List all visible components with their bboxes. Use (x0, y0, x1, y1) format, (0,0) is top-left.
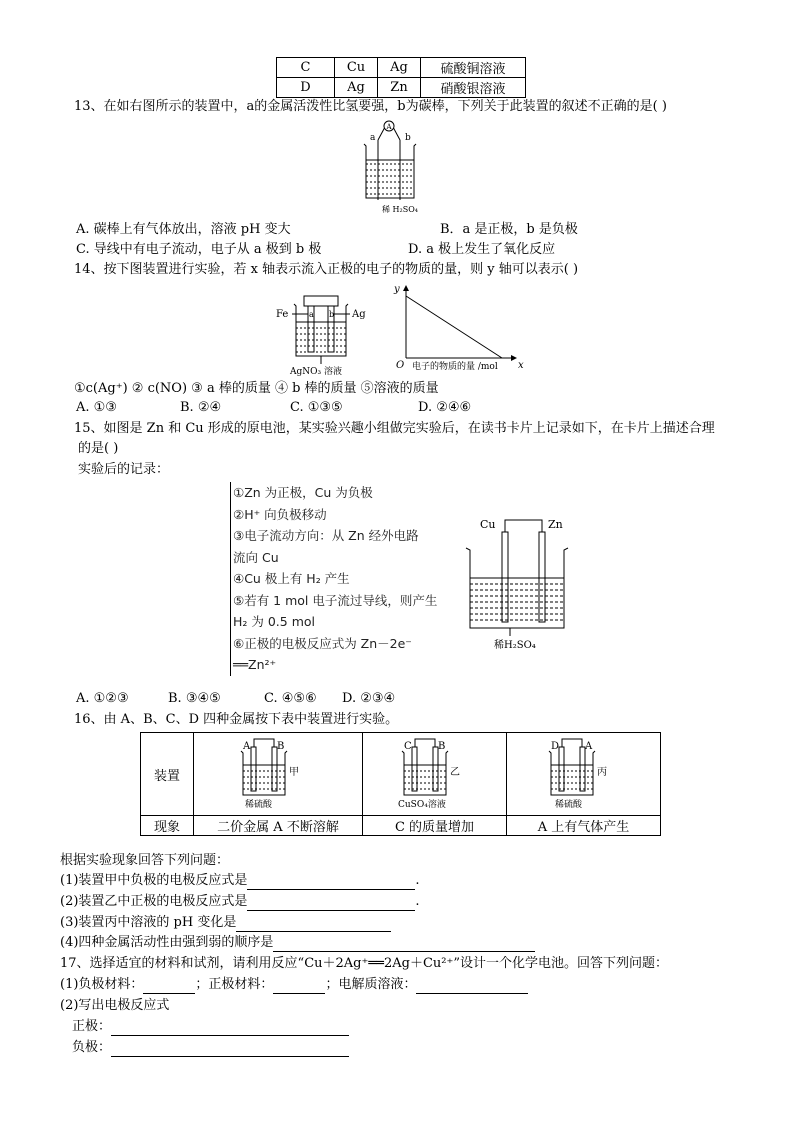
device-right-label: B (277, 741, 285, 752)
table-cell: Ag (335, 78, 378, 98)
device-cell (363, 733, 507, 816)
table-cell: Cu (335, 58, 378, 78)
card-line: 流向 Cu (233, 549, 279, 565)
answer-blank[interactable] (111, 1056, 349, 1057)
question-text: (3)装置丙中溶液的 pH 变化是 (60, 915, 237, 930)
electrode-b-label: b (405, 133, 411, 143)
q14-option-c[interactable]: C. ①③⑤ (290, 400, 343, 415)
q17-stem: 17、选择适宜的材料和试剂，请利用反应“Cu＋2Ag⁺══2Ag＋Cu²⁺”设计一个化学电池。回答下列问题： (60, 956, 669, 971)
question-text: ；电解质溶液： (325, 977, 417, 992)
q14-stem: 14、按下图装置进行实验，若 x 轴表示流入正极的电子的物质的量，则 y 轴可以表示( ) (74, 262, 579, 277)
card-line: ⑤若有 1 mol 电子流过导线，则产生 (233, 592, 438, 608)
phenomenon-cell: C 的质量增加 (363, 816, 507, 836)
table-header-cell: 装置 (141, 733, 194, 816)
q13-option-d[interactable]: D. a 极上发生了氧化反应 (408, 242, 556, 257)
solution-label: 稀 H₂SO₄ (382, 205, 418, 214)
card-line: ②H⁺ 向负极移动 (233, 506, 327, 522)
q14-graph (392, 282, 532, 374)
answer-blank[interactable] (273, 951, 535, 952)
table-cell: 硫酸铜溶液 (421, 58, 526, 78)
question-text: 负极： (72, 1040, 112, 1055)
question-text: (2)装置乙中正极的电极反应式是 (60, 894, 248, 909)
solution-label: AgNO₃ 溶液 (290, 367, 342, 376)
card-line: H₂ 为 0.5 mol (233, 614, 316, 629)
table-cell: Zn (378, 78, 421, 98)
device-diagram (529, 733, 639, 811)
q16-question-4 (60, 934, 535, 952)
q15-stem-line2: 的是( ) (78, 441, 119, 456)
q16-intro: 根据实验现象回答下列问题： (60, 853, 230, 868)
card-line: ④Cu 极上有 H₂ 产生 (233, 571, 350, 586)
graph-y-label: y (394, 284, 400, 295)
device-name: 乙 (449, 767, 460, 778)
device-name: 甲 (289, 767, 299, 778)
graph-origin-label: O (396, 360, 405, 371)
q15-record-title: 实验后的记录： (78, 462, 170, 477)
answer-blank[interactable] (416, 993, 528, 994)
q14-items: ①c(Ag⁺) ② c(NO) ③ a 棒的质量 ④ b 棒的质量 ⑤溶液的质量 (74, 381, 439, 396)
device-diagram (223, 733, 333, 811)
device-cell (194, 733, 363, 816)
solution-label: 稀硫酸 (554, 800, 582, 810)
cu-label: Cu (480, 518, 496, 531)
device-left-label: A (243, 741, 251, 752)
q16-question-1: (1)装置甲中负极的电极反应式是 . (60, 873, 420, 888)
table-cell: D (277, 78, 335, 98)
q15-option-c[interactable]: C. ④⑤⑥ (264, 691, 317, 706)
table-cell: C (277, 58, 335, 78)
answer-blank[interactable] (236, 931, 391, 932)
q17-negative (72, 1039, 349, 1057)
q16-table (140, 732, 661, 836)
solution-label: CuSO₄溶液 (397, 800, 446, 810)
q14-option-b[interactable]: B. ②④ (180, 400, 222, 415)
question-text: ；正极材料： (195, 977, 274, 992)
zn-label: Zn (548, 518, 563, 531)
phenomenon-cell: 二价金属 A 不断溶解 (194, 816, 363, 836)
card-line: ══Zn²⁺ (233, 657, 277, 672)
table-cell: 硝酸银溶液 (421, 78, 526, 98)
question-text: (1)装置甲中负极的电极反应式是 (60, 873, 248, 888)
electrode-b-label: b (329, 310, 335, 319)
reading-card (230, 482, 481, 676)
device-right-label: B (437, 741, 445, 752)
answer-blank[interactable] (111, 1035, 349, 1036)
device-name: 丙 (596, 767, 607, 778)
solution-label: 稀硫酸 (245, 800, 273, 810)
q17-question-1 (60, 976, 528, 994)
device-left-label: D (550, 741, 559, 752)
device-diagram (380, 733, 490, 811)
device-cell (507, 733, 661, 816)
q13-option-c[interactable]: C. 导线中有电子流动，电子从 a 极到 b 极 (76, 242, 322, 257)
q15-option-b[interactable]: B. ③④⑤ (168, 691, 221, 706)
q15-apparatus-diagram (460, 510, 580, 654)
table-row (141, 733, 661, 816)
q13-apparatus-diagram (360, 118, 440, 218)
q15-stem-line1: 15、如图是 Zn 和 Cu 形成的原电池，某实验兴趣小组做完实验后，在读书卡片上记录如下，在卡片上描述合理 (74, 421, 715, 436)
q14-option-a[interactable]: A. ①③ (76, 400, 117, 415)
q15-option-d[interactable]: D. ②③④ (342, 691, 396, 706)
q17-question-2: (2)写出电极反应式 (60, 998, 170, 1013)
q17-positive (72, 1018, 349, 1036)
card-line: ③电子流动方向：从 Zn 经外电路 (233, 528, 419, 543)
table-row (277, 78, 526, 98)
question-text: 正极： (72, 1019, 112, 1034)
question-text: (4)四种金属活动性由强到弱的顺序是 (60, 935, 274, 950)
ag-label: Ag (352, 309, 366, 320)
q13-option-a[interactable]: A. 碳棒上有气体放出，溶液 pH 变大 (76, 222, 291, 237)
table-row (277, 58, 526, 78)
device-left-label: C (403, 741, 412, 752)
q16-stem: 16、由 A、B、C、D 四种金属按下表中装置进行实验。 (74, 712, 399, 727)
table-row (141, 816, 661, 836)
ammeter-label: A (386, 123, 392, 131)
card-line: ①Zn 为正极，Cu 为负极 (233, 485, 373, 500)
graph-x-label: x (518, 360, 524, 371)
q15-option-a[interactable]: A. ①②③ (76, 691, 129, 706)
phenomenon-cell: A 上有气体产生 (507, 816, 661, 836)
table-cell: Ag (378, 58, 421, 78)
solution-label: 稀H₂SO₄ (494, 640, 536, 651)
answer-blank[interactable] (247, 910, 415, 911)
q14-apparatus-diagram (272, 292, 372, 376)
q13-stem: 13、在如右图所示的装置中，a的金属活泼性比氢要强，b为碳棒，下列关于此装置的叙述不正确的是( ) (74, 99, 667, 114)
q14-option-d[interactable]: D. ②④⑥ (418, 400, 472, 415)
metal-table (276, 57, 526, 98)
electrode-a-label: a (370, 133, 376, 143)
answer-blank[interactable] (143, 993, 195, 994)
q16-question-3 (60, 914, 391, 932)
answer-blank[interactable] (273, 993, 325, 994)
graph-x-caption: 电子的物质的量 /mol (412, 362, 498, 372)
q13-option-b[interactable]: B．a 是正极，b 是负极 (440, 222, 578, 237)
device-right-label: A (584, 741, 592, 752)
fe-label: Fe (276, 309, 289, 320)
electrode-a-label: a (309, 310, 314, 319)
question-text: (1)负极材料： (60, 977, 144, 992)
table-header-cell: 现象 (141, 816, 194, 836)
card-line: ⑥正极的电极反应式为 Zn－2e⁻ (233, 635, 412, 651)
q16-question-2: (2)装置乙中正极的电极反应式是 . (60, 894, 420, 909)
answer-blank[interactable] (247, 889, 415, 890)
